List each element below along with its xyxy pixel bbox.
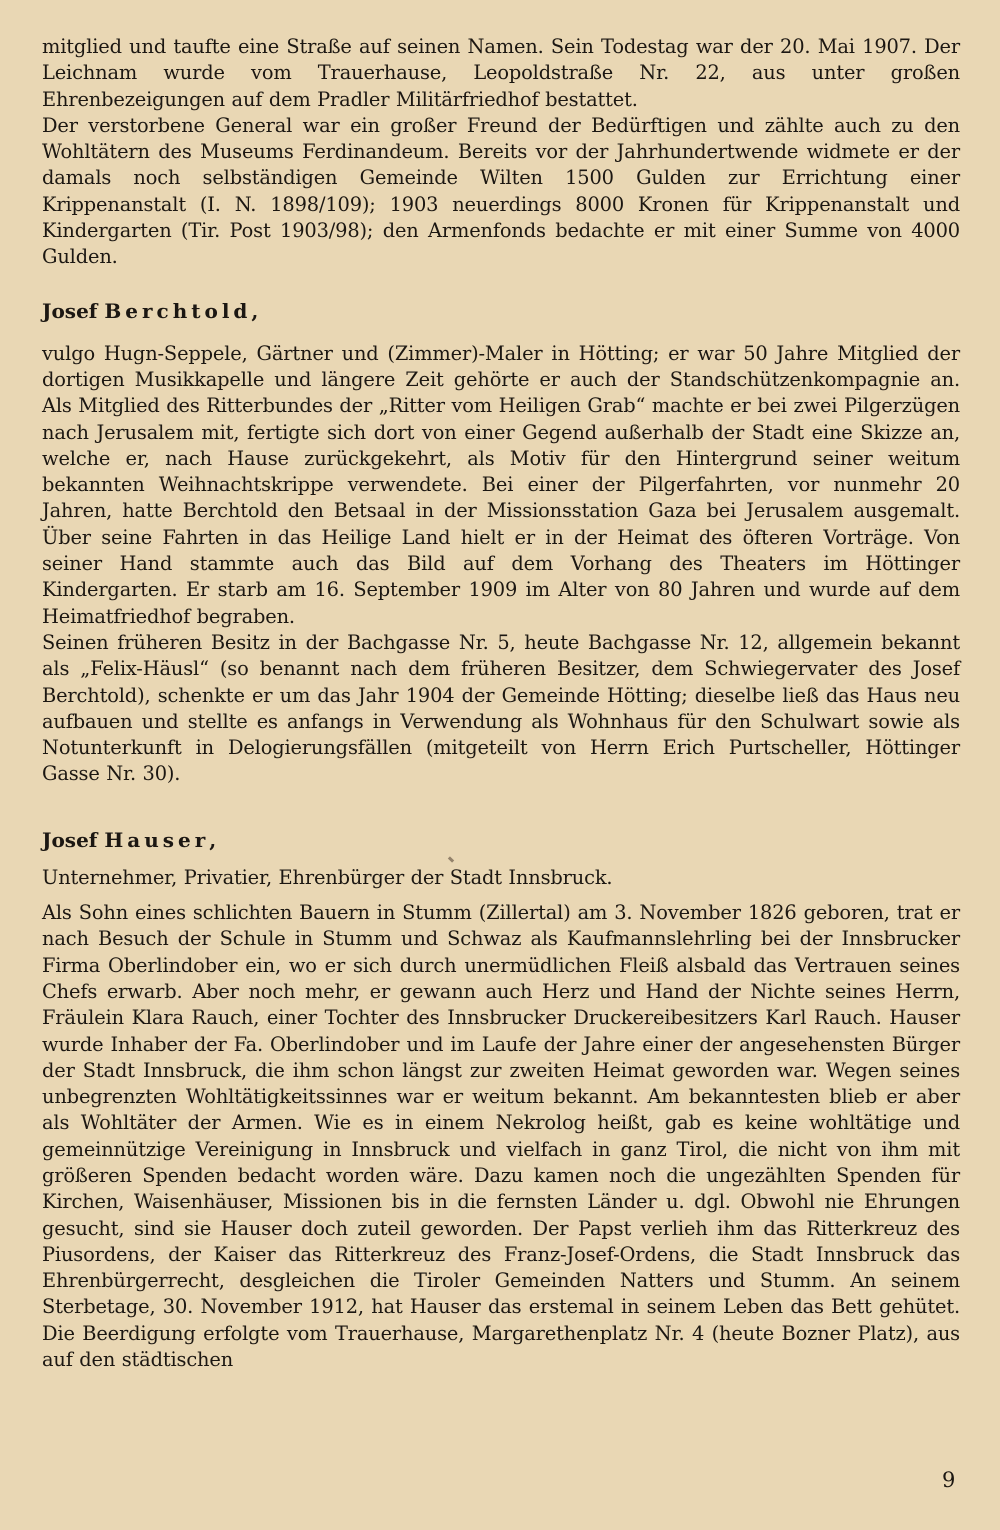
hauser-subtitle: Unternehmer, Privatier, Ehrenbürger der Stadt Innsbruck.	[42, 865, 613, 889]
paragraph-previous-1: mitglied und taufte eine Straße auf seinen Namen. Sein Todestag war der 20. Mai 1907. Der Leichnam wurde vom Trauerhause, Leopoldstraße Nr. 22, aus unter großen Ehrenbezeigungen auf dem Pradler Militärfriedhof bestattet.	[42, 35, 960, 111]
paragraph-berchtold-1: vulgo Hugn-Seppele, Gärtner und (Zimmer)-Maler in Hötting; er war 50 Jahre Mitglied der dortigen Musikkapelle und längere Zeit gehörte er auch der Standschützenkompagnie an. Als Mitglied des Ritterbundes der „Ritter vom Heiligen Grab“ machte er bei zwei Pilgerzügen nach Jerusalem mit, fertigte sich dort von einer Gegend außerhalb der Stadt eine Skizze an, welche er, nach Hause zurückgekehrt, als Motiv für den Hintergrund seiner weitum bekannten Weihnachtskrippe verwendete. Bei einer der Pilgerfahrten, vor nunmehr 20 Jahren, hatte Berchtold den Betsaal in der Missionsstation Gaza bei Jerusalem ausgemalt. Über seine Fahrten in das Heilige Land hielt er in der Heimat des öfteren Vorträge. Von seiner Hand stammte auch das Bild auf dem Vorhang des Theaters im Höttinger Kindergarten. Er starb am 16. September 1909 im Alter von 80 Jahren und wurde auf dem Heimatfriedhof begraben.	[42, 341, 960, 628]
document-page	[42, 34, 960, 1373]
paragraph-hauser-1: Als Sohn eines schlichten Bauern in Stumm (Zillertal) am 3. November 1826 geboren, trat er nach Besuch der Schule in Stumm und Schwaz als Kaufmannslehrling bei der Innsbrucker Firma Oberlindober ein, wo er sich durch unermüdlichen Fleiß alsbald das Vertrauen seines Chefs erwarb. Aber noch mehr, er gewann auch Herz und Hand der Nichte seines Herrn, Fräulein Klara Rauch, einer Tochter des Innsbrucker Druckereibesitzers Karl Rauch. Hauser wurde Inhaber der Fa. Oberlindober und im Laufe der Jahre einer der angesehensten Bürger der Stadt Innsbruck, die ihm schon längst zur zweiten Heimat geworden war. Wegen seines unbegrenzten Wohltätigkeitssinnes war er weitum bekannt. Am bekanntesten blieb er aber als Wohltäter der Armen. Wie es in einem Nekrolog heißt, gab es keine wohltätige und gemeinnützige Vereinigung in Innsbruck und vielfach in ganz Tirol, die nicht von ihm mit größeren Spenden bedacht worden wäre. Dazu kamen noch die ungezählten Spenden für Kirchen, Waisenhäuser, Missionen bis in die fernsten Länder u. dgl. Obwohl nie Ehrungen gesucht, sind sie Hauser doch zuteil geworden. Der Papst verlieh ihm das Ritterkreuz des Piusordens, der Kaiser das Ritterkreuz des Franz-Josef-Ordens, die Stadt Innsbruck das Ehrenbürgerrecht, desgleichen die Tiroler Gemeinden Natters und Stumm. An seinem Sterbetage, 30. November 1912, hat Hauser das erstemal in seinem Leben das Bett gehütet. Die Beerdigung erfolgte vom Trauerhause, Margarethenplatz Nr. 4 (heute Bozner Platz), aus auf den städtischen	[42, 901, 960, 1372]
paragraph-previous-2: Der verstorbene General war ein großer Freund der Bedürftigen und zählte auch zu den Wohltätern des Museums Ferdinandeum. Bereits vor der Jahrhundertwende widmete er der damals noch selbständigen Gemeinde Wilten 1500 Gulden zur Errichtung einer Krippenanstalt (I. N. 1898/109); 1903 neuerdings 8000 Kronen für Krippenanstalt und Kindergarten (Tir. Post 1903/98); den Armenfonds bedachte er mit einer Summe von 4000 Gulden.	[42, 113, 960, 269]
paragraph-berchtold-2: Seinen früheren Besitz in der Bachgasse Nr. 5, heute Bachgasse Nr. 12, allgemein bekannt als „Felix-Häusl“ (so benannt nach dem früheren Besitzer, dem Schwiegervater des Josef Berchtold), schenkte er um das Jahr 1904 der Gemeinde Hötting; dieselbe ließ das Haus neu aufbauen und stellte es anfangs in Verwendung als Wohnhaus für den Schulwart sowie als Notunterkunft in Delogierungsfällen (mitgeteilt von Herrn Erich Purtscheller, Höttinger Gasse Nr. 30).	[42, 630, 960, 786]
heading-first-name: Josef	[42, 827, 98, 852]
page-number: 9	[942, 1468, 956, 1492]
heading-first-name: Josef	[42, 298, 98, 323]
heading-surname: Hauser	[104, 827, 210, 852]
heading-suffix: ,	[209, 827, 217, 852]
heading-surname: Berchtold	[104, 298, 252, 323]
heading-suffix: ,	[251, 298, 259, 323]
heading-berchtold	[42, 298, 960, 324]
heading-hauser	[42, 827, 960, 853]
